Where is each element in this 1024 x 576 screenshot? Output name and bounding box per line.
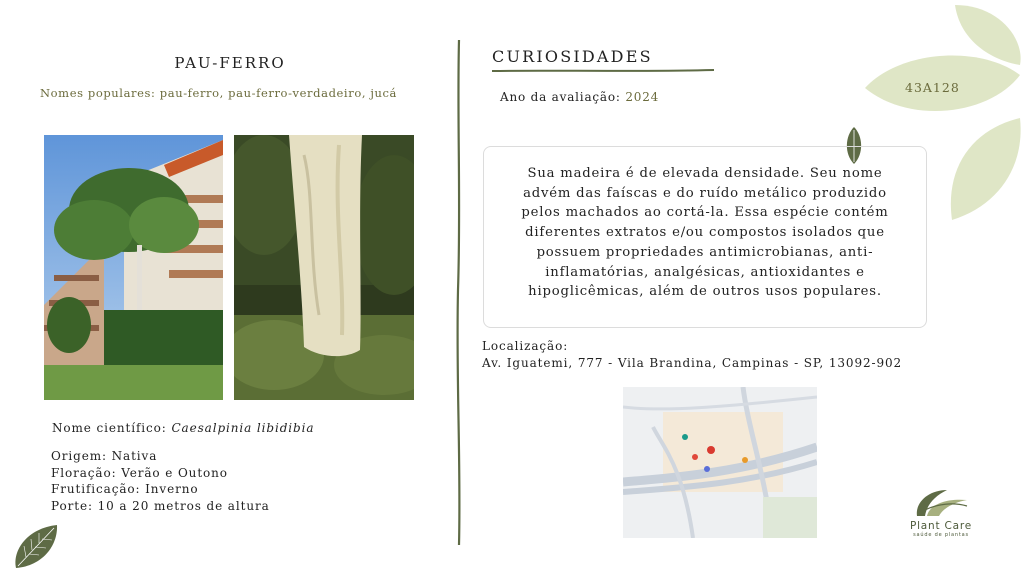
year-value: 2024 — [625, 90, 660, 104]
curiosidades-text: Sua madeira é de elevada densidade. Seu nome advém das faíscas e do ruído metálico produzido pelos machados ao cortá-la. Essa espécie contém diferentes extratos e/ou compostos isolados que possuem propriedades antimicrobianas, anti-inflamatórias, analgésicas, antioxidantes e hipoglicêmicas, além de outros usos populares. — [521, 166, 889, 300]
plant-title: PAU-FERRO — [174, 54, 286, 72]
trunk-photo — [234, 135, 414, 400]
scientific-name: Caesalpinia libidibia — [171, 421, 315, 435]
scientific-name-row — [52, 421, 314, 435]
column-divider — [455, 40, 463, 545]
fact-fruiting: Frutificação: Inverno — [51, 482, 199, 496]
fact-flowering: Floração: Verão e Outono — [51, 465, 228, 480]
curiosidades-box — [483, 146, 927, 328]
evaluation-year — [500, 90, 659, 104]
plant-code: 43A128 — [905, 80, 960, 95]
scientific-label: Nome científico: — [52, 421, 172, 435]
plant-facts — [51, 448, 270, 514]
map-image[interactable] — [623, 387, 817, 538]
popular-names: Nomes populares: pau-ferro, pau-ferro-verdadeiro, jucá — [40, 86, 398, 100]
location-label: Localização: — [482, 339, 569, 353]
brand-tagline: saúde de plantas — [913, 532, 969, 538]
curiosidades-title: CURIOSIDADES — [492, 47, 653, 66]
title-underline — [492, 68, 714, 74]
leaf-icon — [10, 522, 60, 570]
tree-photo — [44, 135, 223, 400]
fact-size: Porte: 10 a 20 metros de altura — [51, 498, 270, 513]
location-address: Av. Iguatemi, 777 - Vila Brandina, Campinas - SP, 13092-902 — [482, 356, 903, 370]
fact-origin: Origem: Nativa — [51, 449, 158, 463]
year-label: Ano da avaliação: — [500, 90, 626, 104]
plant-care-logo — [913, 488, 969, 518]
brand-name: Plant Care — [909, 520, 973, 532]
